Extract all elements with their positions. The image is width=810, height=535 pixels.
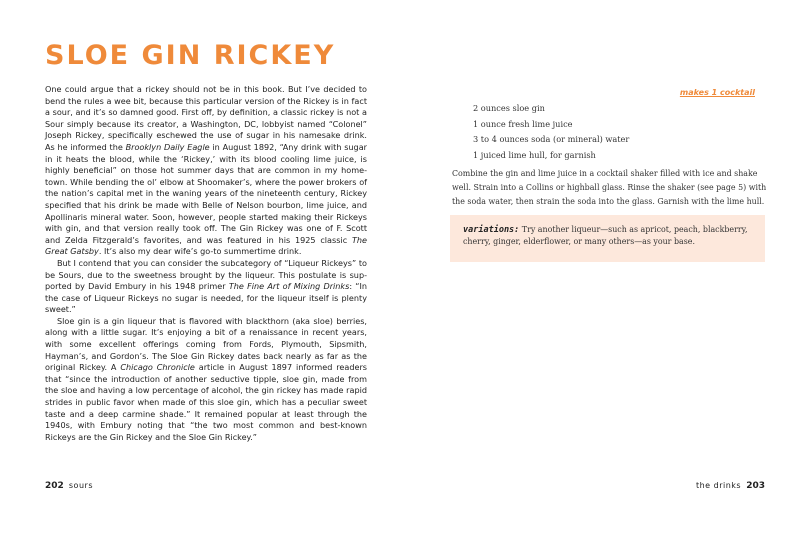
folio-right: [696, 481, 765, 491]
text-run: in August 1892, “Any drink with sugar in it heats the blood, while the ‘Rickey,’ with its blood cooling lime juice, is highly beneficial” on those hot summer days that are common in my home-town. While bending the ol’ elbow at Shoomaker’s, where the power brokers of the nation’s capital met in the waning years of the nineteenth century, Rickey specified that his drink be made with Belle of Nelson bourbon, lime juice, and Apollinaris mineral water. Soon, however, people started making their Rickeys with gin, and that version really took off. The Gin Rickey was one of F. Scott and Zelda Fitzgerald’s favorites, and was featured in his 1925 classic: [45, 141, 367, 245]
italic-title: The Great Gatsby: [45, 234, 367, 257]
paragraph-3: [45, 316, 367, 444]
section-name-right: the drinks: [695, 481, 742, 490]
text-run: But I contend that you can consider the subcategory of “Liqueur Rickeys” to be Sours, due to the sweetness brought by the liqueur. This postulate is sup-ported by David Embury in his 1948 primer: [45, 257, 367, 292]
variations-text: Try another liqueur—such as apricot, peach, blackberry, cherry, ginger, elderflower, or many others—as your base.: [463, 225, 748, 247]
paragraph-1: [45, 84, 367, 258]
folio-left: [45, 481, 93, 491]
yield-label: makes 1 cocktail: [679, 88, 755, 97]
right-page: [405, 0, 810, 535]
paragraph-2: [45, 258, 367, 316]
section-name-left: sours: [68, 481, 93, 490]
italic-title: Brooklyn Daily Eagle: [125, 141, 210, 152]
variations-callout: [450, 215, 765, 262]
ingredient-item: 1 ounce fresh lime juice: [473, 118, 573, 129]
text-run: One could argue that a rickey should not be in this book. But I’ve decided to bend the rules a wee bit, because this particular version of the Rickey is in fact a sour, and it’s so damned good. First off, by definition, a classic rickey is not a Sour simply because its creator, a Washington, DC, lobbyist named “Colonel” Joseph Rickey, specifically eschewed the use of sugar in his namesake drink. As he informed the: [45, 84, 367, 152]
italic-title: Chicago Chronicle: [120, 362, 195, 373]
text-run: . It’s also my dear wife’s go-to summertime drink.: [98, 246, 302, 257]
ingredient-item: 2 ounces sloe gin: [473, 103, 545, 113]
body-text: [45, 84, 367, 443]
text-run: : “In the case of Liqueur Rickeys no sugar is needed, for the liqueur itself is plenty sweet.”: [45, 281, 367, 315]
text-run: article in August 1897 informed readers that “since the introduction of another seductive tipple, sloe gin, made from the sloe and having a low percentage of alcohol, the gin rickey has made rapid strides in public favor when made of this sloe gin, which has a peculiar sweet taste and a deep carmine shade.” It remained popular at least through the 1940s, with Embury noting that “the two most common and best-known Rickeys are the Gin Rickey and the Sloe Gin Rickey.”: [45, 362, 367, 442]
directions-text: Combine the gin and lime juice in a cocktail shaker filled with ice and shake well. Strain into a Collins or highball glass. Rinse the shaker (see page 5) with the soda water, then strain the soda into the glass. Garnish with the lime hull.: [452, 169, 767, 207]
ingredient-item: 3 to 4 ounces soda (or mineral) water: [473, 134, 630, 145]
page-number-right: 203: [746, 481, 765, 491]
italic-title: The Fine Art of Mixing Drinks: [228, 281, 350, 292]
text-run: Sloe gin is a gin liqueur that is flavored with blackthorn (aka sloe) berries, along with a little sugar. It’s enjoying a bit of a renaissance in recent years, with some excellent offerings coming from Fords, Plymouth, Sipsmith, Hayman’s, and Gordon’s. The Sloe Gin Rickey dates back nearly as far as the original Rickey. A: [45, 315, 367, 373]
ingredient-list: [473, 101, 629, 163]
variations-label: variations:: [463, 225, 520, 235]
ingredient-item: 1 juiced lime hull, for garnish: [473, 149, 596, 160]
page-number-left: 202: [45, 481, 64, 491]
page-title: SLOE GIN RICKEY: [45, 40, 336, 71]
